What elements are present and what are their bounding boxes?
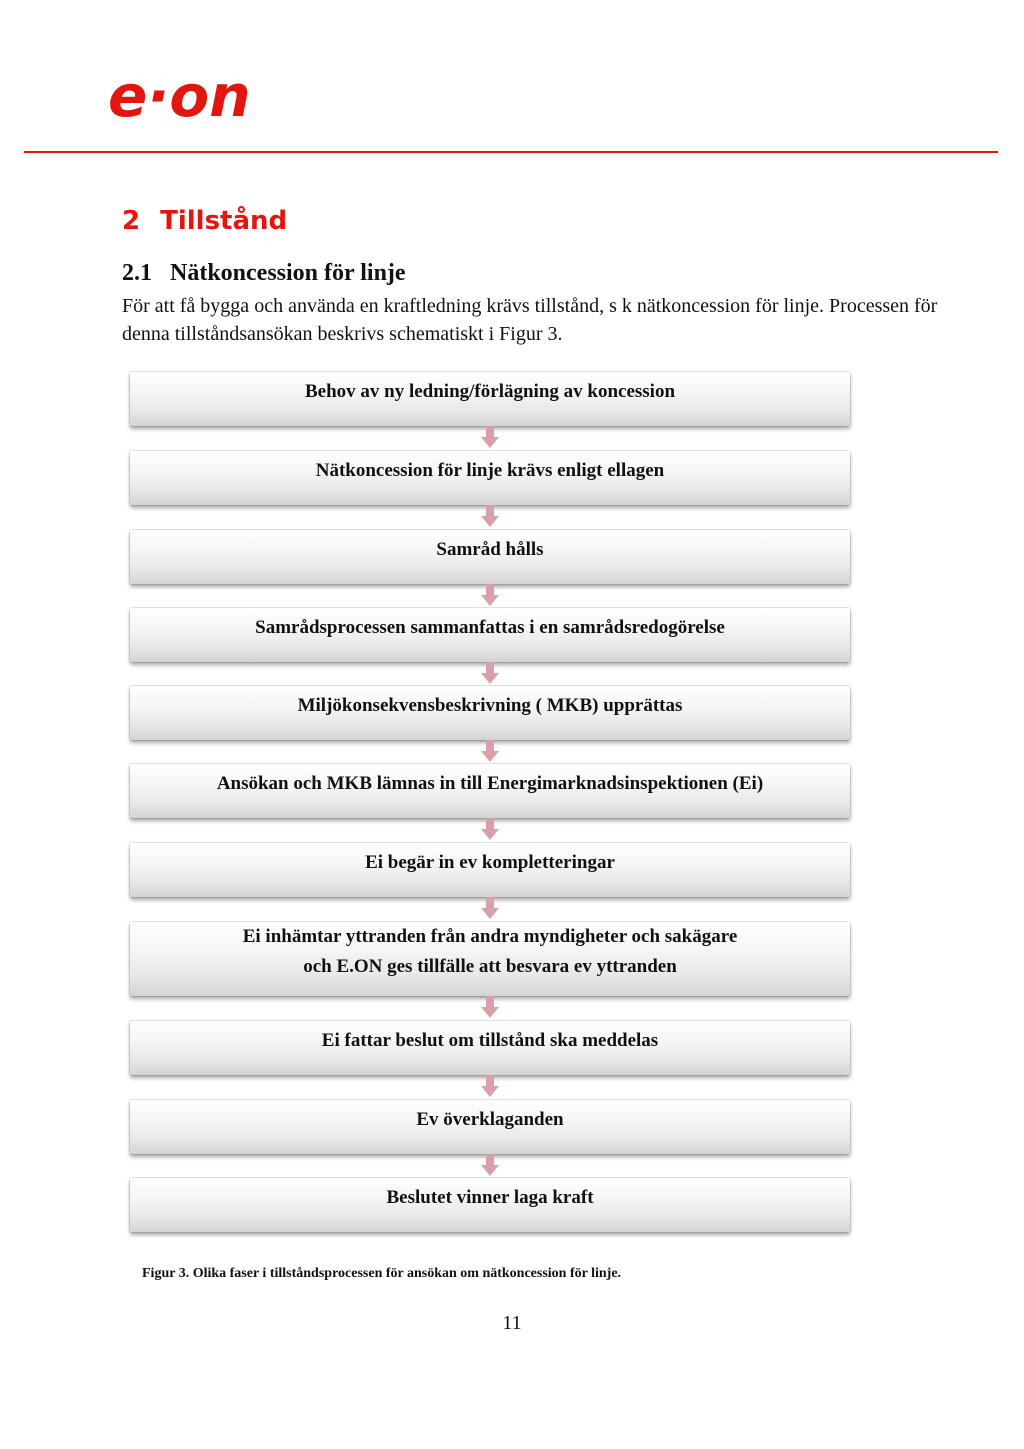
down-arrow-icon — [481, 1154, 499, 1176]
down-arrow-icon — [481, 1075, 499, 1097]
flow-step — [130, 530, 850, 584]
flow-step-label: Nätkoncession för linje krävs enligt ellagen — [315, 460, 665, 481]
down-arrow-icon — [481, 426, 499, 448]
flow-step-label: Behov av ny ledning/förlägning av koncession — [304, 381, 676, 402]
flow-step — [130, 372, 850, 426]
flow-step — [130, 1178, 850, 1232]
subsection-number: 2.1 — [122, 260, 152, 286]
page-number: 11 — [502, 1312, 522, 1334]
flow-step — [130, 843, 850, 897]
down-arrow-icon — [481, 818, 499, 840]
eon-logo — [108, 66, 308, 128]
subsection-title: Nätkoncession för linje — [170, 260, 406, 286]
intro-paragraph: För att få bygga och använda en kraftledning krävs tillstånd, s k nätkoncession för linje. Processen för denna tillståndsansökan beskrivs schematiskt i Figur 3. — [122, 295, 938, 345]
section-title: Tillstånd — [160, 206, 288, 236]
flow-step-label: Miljökonsekvensbeskrivning ( MKB) upprättas — [297, 695, 683, 716]
down-arrow-icon — [481, 584, 499, 606]
flow-step — [130, 686, 850, 740]
header-rule — [24, 151, 998, 153]
flow-step-label: Ei inhämtar yttranden från andra myndigheter och sakägare — [242, 926, 738, 947]
flow-step-label: Ei begär in ev kompletteringar — [365, 852, 615, 873]
down-arrow-icon — [481, 662, 499, 684]
down-arrow-icon — [481, 740, 499, 762]
figure-caption: Figur 3. Olika faser i tillståndsprocessen för ansökan om nätkoncession för linje. — [142, 1266, 622, 1281]
section-number: 2 — [122, 206, 141, 236]
section-heading — [122, 206, 287, 236]
flow-step-label: Ansökan och MKB lämnas in till Energimarknadsinspektionen (Ei) — [216, 773, 764, 794]
flow-step-label: Ei fattar beslut om tillstånd ska meddelas — [321, 1030, 659, 1051]
flow-step-label: Samrådsprocessen sammanfattas i en samrådsredogörelse — [255, 617, 725, 638]
flow-step — [130, 1021, 850, 1075]
flow-step — [130, 764, 850, 818]
flow-step — [130, 608, 850, 662]
flow-step-label-line2: och E.ON ges tillfälle att besvara ev yttranden — [303, 956, 677, 977]
down-arrow-icon — [481, 897, 499, 919]
down-arrow-icon — [481, 996, 499, 1018]
flow-step-label: Beslutet vinner laga kraft — [386, 1187, 594, 1208]
flow-step-label: Ev överklaganden — [416, 1109, 564, 1130]
flow-step — [130, 451, 850, 505]
down-arrow-icon — [481, 505, 499, 527]
svg-text:e·on: e·on — [108, 66, 251, 128]
subsection-heading — [122, 260, 406, 287]
flow-step — [130, 922, 850, 996]
flow-step — [130, 1100, 850, 1154]
flow-step-label: Samråd hålls — [436, 539, 544, 560]
